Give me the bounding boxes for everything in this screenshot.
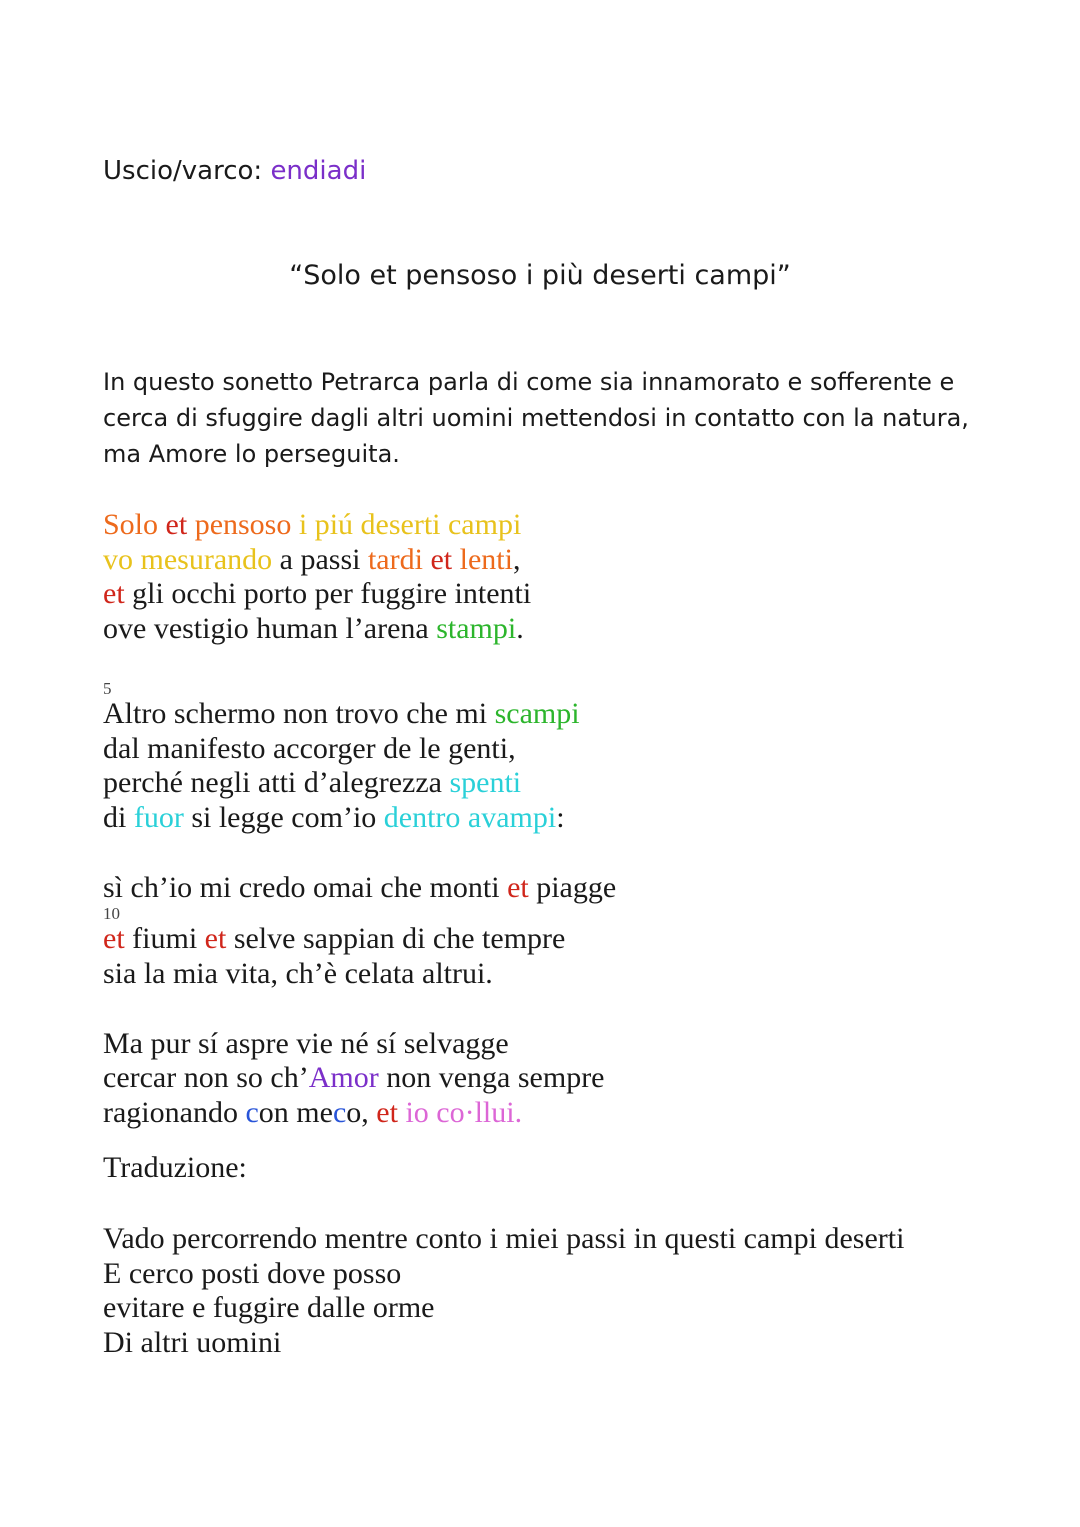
poem-text: piagge <box>528 870 617 904</box>
highlighted-word: c <box>332 1096 347 1130</box>
poem-text <box>158 508 166 541</box>
poem-text: : <box>556 800 565 834</box>
highlighted-word: io co·llui. <box>405 1096 523 1130</box>
poem-line <box>103 1061 1003 1096</box>
poem-text: . <box>516 612 524 646</box>
figure-label: Uscio/varco: <box>103 156 271 186</box>
highlighted-word: et <box>165 508 188 541</box>
poem-line <box>103 871 1003 906</box>
translation-line: Vado percorrendo mentre conto i miei passi in questi campi deserti <box>103 1222 905 1255</box>
stanza-1 <box>103 508 1003 647</box>
poem-text: sia la mia vita, ch’è celata altrui. <box>103 957 493 991</box>
translation-line: evitare e fuggire dalle orme <box>103 1291 435 1325</box>
highlighted-word: et <box>103 577 125 611</box>
figure-term: endiadi <box>270 156 367 186</box>
highlighted-word: c <box>245 1096 259 1130</box>
poem-text: perché negli atti d’alegrezza <box>103 766 450 800</box>
highlighted-word: scampi <box>494 696 580 730</box>
poem-title: “Solo et pensoso i più deserti campi” <box>289 260 791 291</box>
translation-line: Di altri uomini <box>103 1326 282 1360</box>
poem-line <box>103 1027 1003 1062</box>
poem-text: selve sappian di che tempre <box>226 922 566 956</box>
stanza-3-first <box>103 871 1003 906</box>
poem-text: Altro schermo non trovo che mi <box>103 696 495 730</box>
highlighted-word: lenti <box>459 542 513 576</box>
poem-text <box>452 543 460 576</box>
line-number-10: 10 <box>103 904 120 924</box>
highlighted-word: Solo <box>103 508 159 541</box>
poem-text: ove vestigio human l’arena <box>103 612 437 646</box>
poem-text: , <box>512 542 521 576</box>
poem-text: di <box>103 800 134 834</box>
poem-text <box>291 508 299 541</box>
poem-line <box>103 922 1003 957</box>
highlighted-word: et <box>376 1096 398 1130</box>
poem-line <box>103 766 1003 801</box>
highlighted-word: tardi <box>367 542 423 576</box>
stanza-2 <box>103 697 1003 836</box>
poem-line <box>103 612 1003 647</box>
highlighted-word: i piú deserti campi <box>298 508 522 541</box>
poem-line <box>103 697 1003 732</box>
highlighted-word: spenti <box>449 766 522 800</box>
poem <box>103 508 1003 1131</box>
intro-paragraph: In questo sonetto Petrarca parla di come sia innamorato e sofferente e cerca di sfuggire dagli altri uomini mettendosi in contatto con la natura, ma Amore lo perseguita. <box>103 368 969 468</box>
highlighted-word: et <box>507 870 529 904</box>
translation-heading: Traduzione: <box>103 1151 247 1184</box>
poem-text: non venga sempre <box>378 1061 605 1095</box>
poem-text: cercar non so ch’ <box>103 1061 309 1095</box>
poem-line <box>103 1096 1003 1131</box>
poem-text: o, <box>346 1096 377 1130</box>
poem-line <box>103 577 1003 612</box>
translation-line: E cerco posti dove posso <box>103 1256 402 1290</box>
stanza-3-rest <box>103 922 1003 991</box>
figure-note <box>103 156 366 186</box>
poem-text: si legge com’io <box>183 800 384 834</box>
poem-line <box>103 732 1003 767</box>
stanza-4 <box>103 1027 1003 1131</box>
poem-text: fiumi <box>124 922 205 956</box>
translation <box>103 1222 1003 1361</box>
poem-line <box>103 801 1003 836</box>
highlighted-word: fuor <box>133 800 184 834</box>
highlighted-word: et <box>204 922 227 956</box>
highlighted-word: dentro avampi <box>383 800 557 834</box>
highlighted-word: et <box>103 922 125 956</box>
highlighted-word: pensoso <box>194 508 292 541</box>
poem-line <box>103 957 1003 992</box>
poem-text: ragionando <box>103 1096 246 1130</box>
poem-text: on me <box>258 1096 333 1130</box>
poem-text: sì ch’io mi credo omai che monti <box>103 870 508 904</box>
highlighted-word: stampi <box>436 612 517 646</box>
poem-text: Ma pur sí aspre vie né sí selvagge <box>103 1026 509 1060</box>
highlighted-word: Amor <box>308 1061 379 1095</box>
poem-text: a passi <box>272 542 368 576</box>
highlighted-word: et <box>430 542 453 576</box>
poem-line <box>103 508 1003 543</box>
highlighted-word: vo mesurando <box>103 542 273 576</box>
poem-text: gli occhi porto per fuggire intenti <box>124 577 532 611</box>
poem-text: dal manifesto accorger de le genti, <box>103 731 516 765</box>
poem-text <box>187 508 195 541</box>
line-number-5: 5 <box>103 678 112 698</box>
poem-line <box>103 543 1003 578</box>
